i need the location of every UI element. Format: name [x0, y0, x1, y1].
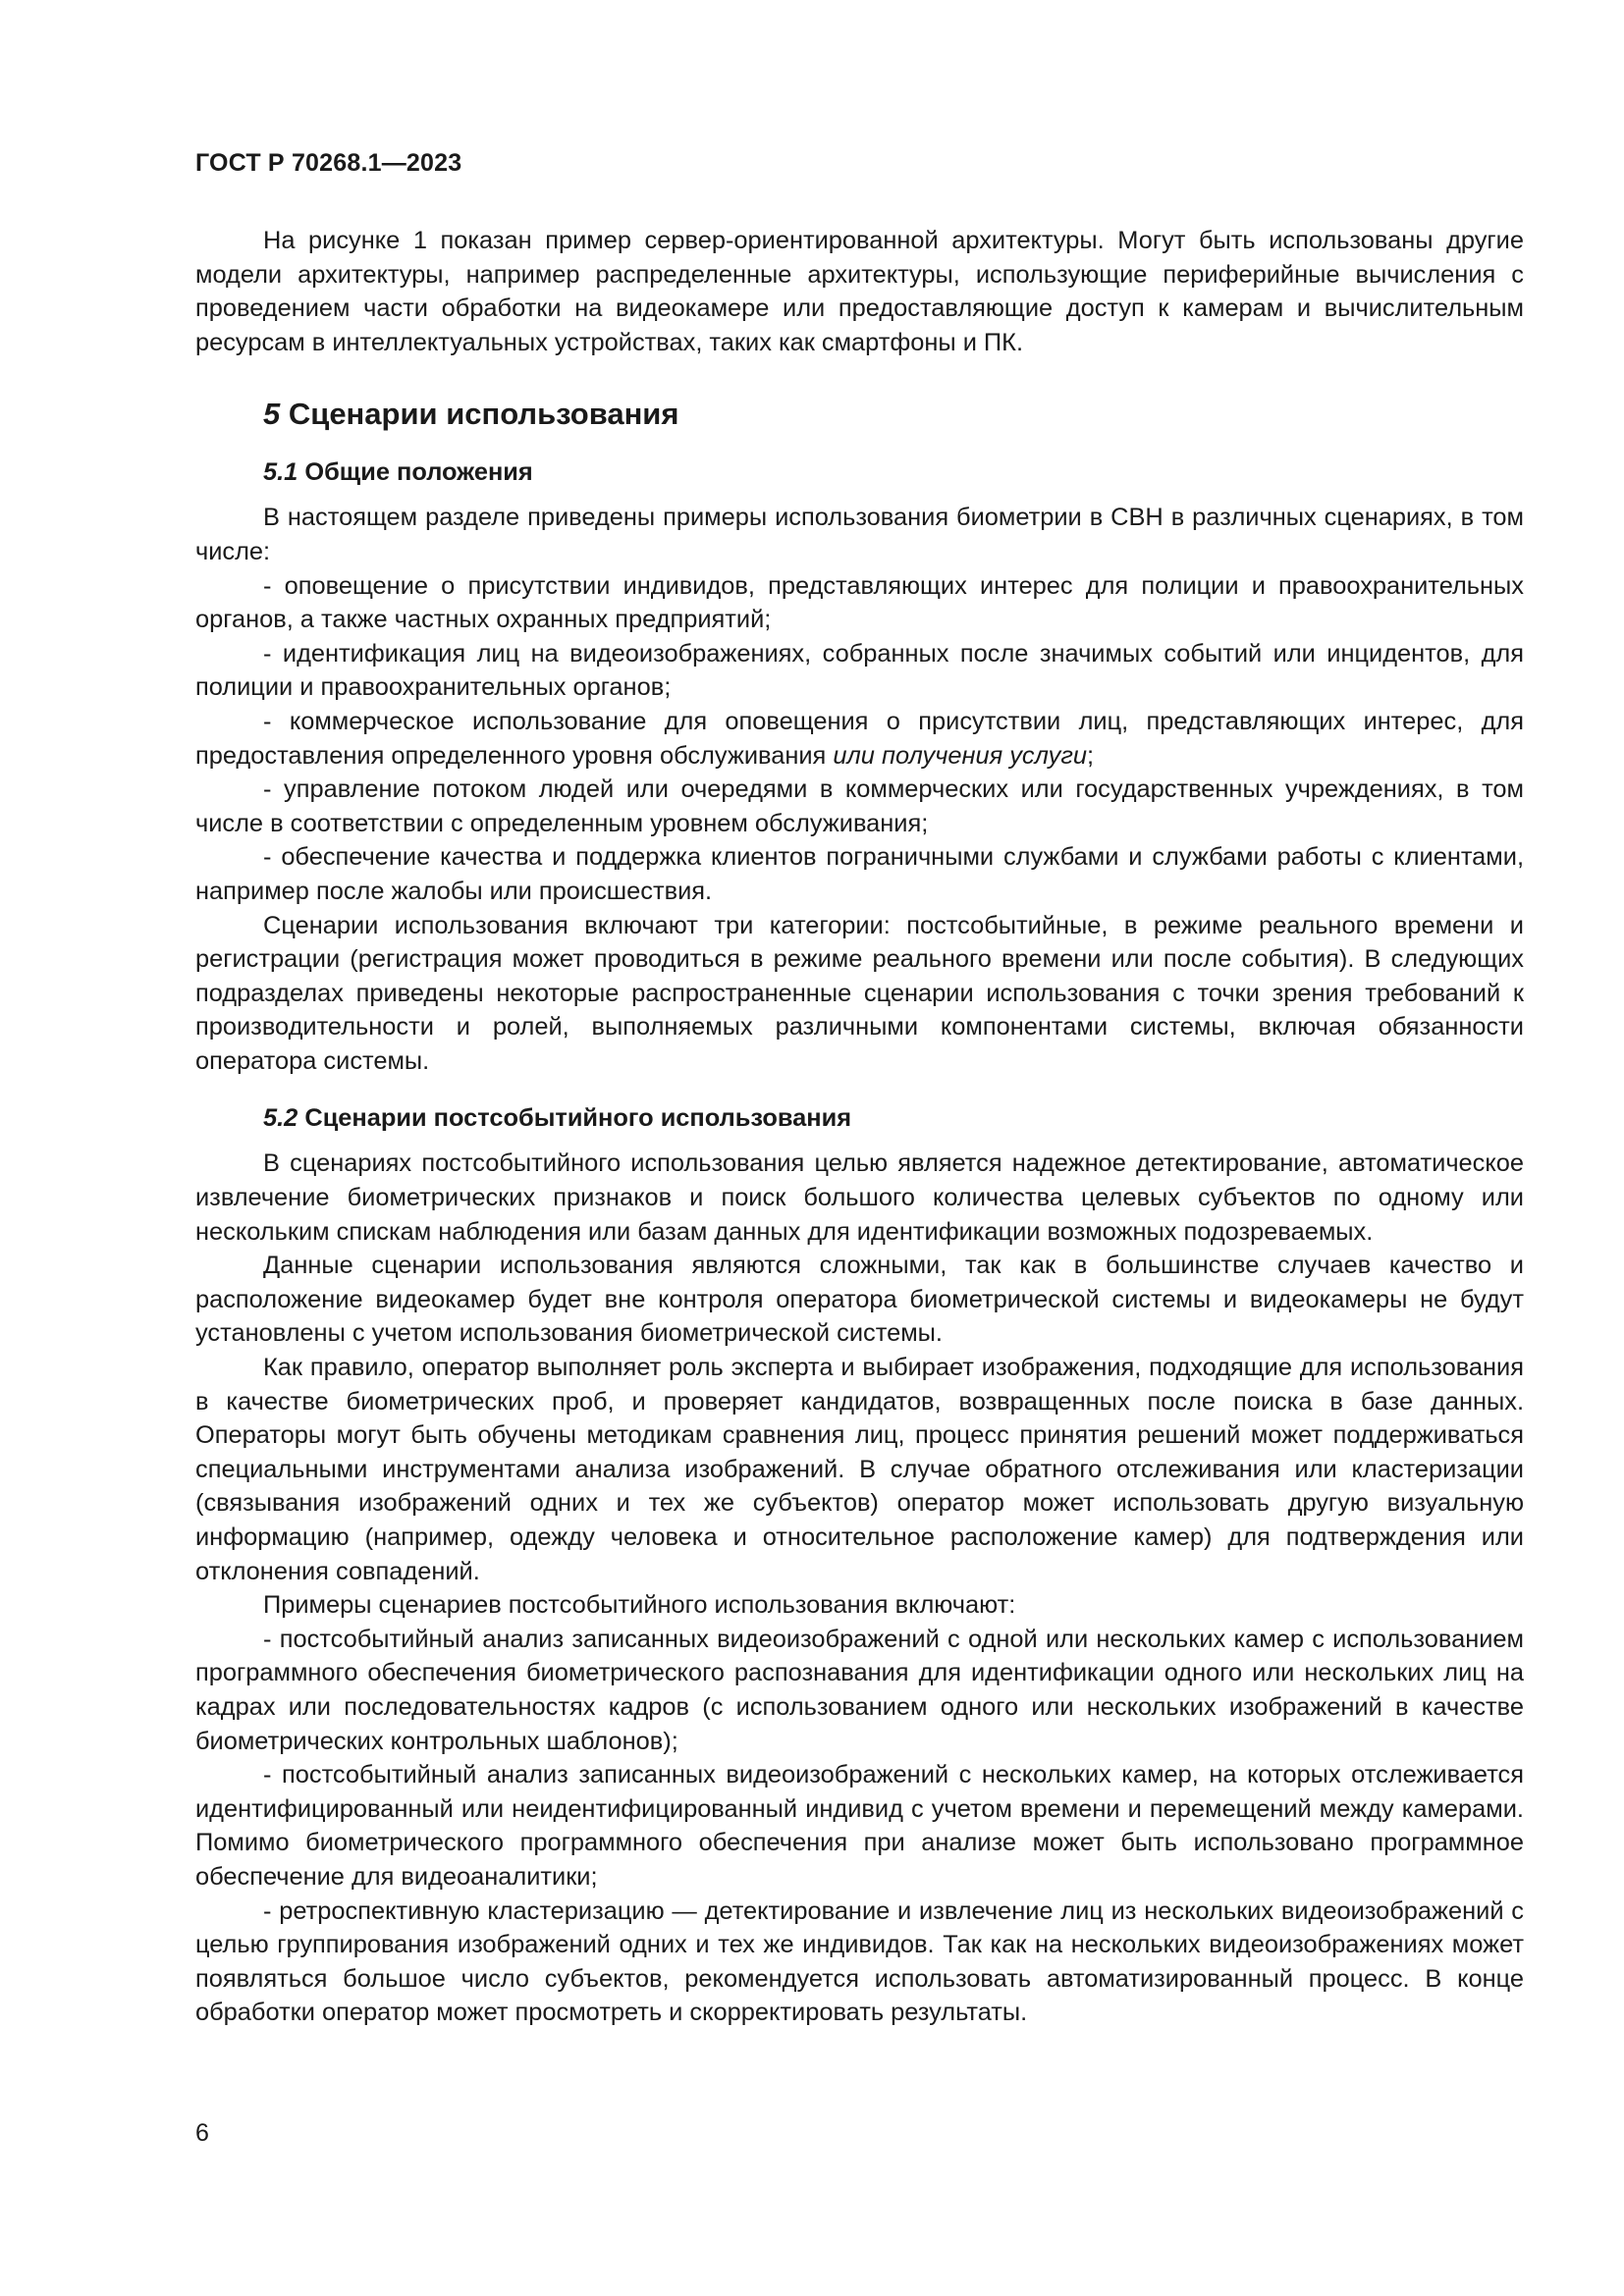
section-5-1-title: Общие положения	[304, 458, 533, 487]
document-header-id: ГОСТ Р 70268.1—2023	[195, 149, 462, 177]
list-item: - обеспечение качества и поддержка клиентов пограничными службами и службами работы с клиентами, например после жалобы или происшествия.	[195, 843, 1524, 905]
section-5-2-paragraph: Примеры сценариев постсобытийного использования включают:	[263, 1591, 1016, 1620]
list-item: - ретроспективную кластеризацию — детектирование и извлечение лиц из нескольких видеоизображений с целью группирования изображений одних и тех же индивидов. Так как на нескольких видеоизображениях может появляться большое число субъектов, рекомендуется использовать автоматизированный процесс. В конце обработки оператор может просмотреть и скорректировать результаты.	[195, 1896, 1524, 2027]
list-item: - постсобытийный анализ записанных видеоизображений с нескольких камер, на которых отслеживается идентифицированный или неидентифицированный индивид с учетом времени и перемещений между камерами. Помимо биометрического программного обеспечения при анализе может быть использовано программное обеспечение для видеоаналитики;	[195, 1761, 1524, 1891]
list-item: - постсобытийный анализ записанных видеоизображений с одной или нескольких камер с использованием программного обеспечения биометрического распознавания для идентификации одного или нескольких лиц на кадрах или последовательностях кадров (с использованием одного или нескольких изображений в качестве биометрических контрольных шаблонов);	[195, 1625, 1524, 1755]
section-5-2-title: Сценарии постсобытийного использования	[304, 1104, 852, 1133]
section-5-2-paragraph: Данные сценарии использования являются сложными, так как в большинстве случаев качество и расположение видеокамер будет вне контроля оператора биометрической системы и видеокамеры не будут установлены с учетом использования биометрической системы.	[195, 1252, 1524, 1348]
section-5-2-heading	[263, 1101, 1524, 1135]
section-5-heading	[263, 395, 1524, 434]
section-5-1-heading	[263, 455, 1524, 489]
list-item: - управление потоком людей или очередями в коммерческих или государственных учреждениях, в том числе в соответствии с определенным уровнем обслуживания;	[195, 775, 1524, 837]
page-number: 6	[195, 2119, 209, 2147]
list-item: - идентификация лиц на видеоизображениях, собранных после значимых событий или инцидентов, для полиции и правоохранительных органов;	[195, 639, 1524, 702]
list-item-italic-text: или получения услуги	[833, 741, 1087, 770]
list-item: - оповещение о присутствии индивидов, представляющих интерес для полиции и правоохранительных органов, а также частных охранных предприятий;	[195, 571, 1524, 634]
section-5-1-number: 5.1	[263, 458, 298, 487]
list-item-punct: ;	[1086, 741, 1095, 770]
section-5-1-lead: В настоящем разделе приведены примеры использования биометрии в СВН в различных сценариях, в том числе:	[195, 504, 1524, 565]
section-5-2-paragraph: В сценариях постсобытийного использования целью является надежное детектирование, автоматическое извлечение биометрических признаков и поиск большого количества целевых субъектов по одному или нескольким спискам наблюдения или базам данных для идентификации возможных подозреваемых.	[195, 1149, 1524, 1246]
intro-paragraph: На рисунке 1 показан пример сервер-ориентированной архитектуры. Могут быть использованы другие модели архитектуры, например распределенные архитектуры, использующие периферийные вычисления с проведением части обработки на видеокамере или предоставляющие доступ к камерам и вычислительным ресурсам в интеллектуальных устройствах, таких как смартфоны и ПК.	[195, 227, 1524, 356]
list-item-text: - коммерческое использование для оповещения о присутствии лиц, представляющих интерес, для предоставления определенного уровня обслуживания	[195, 707, 1524, 770]
section-5-number: 5	[263, 397, 281, 432]
section-5-2-paragraph: Как правило, оператор выполняет роль эксперта и выбирает изображения, подходящие для использования в качестве биометрических проб, и проверяет кандидатов, возвращенных после поиска в базе данных. Операторы могут быть обучены методикам сравнения лиц, процесс принятия решений может поддерживаться специальными инструментами анализа изображений. В случае обратного отслеживания или кластеризации (связывания изображений одних и тех же субъектов) оператор может использовать другую визуальную информацию (например, одежду человека и относительное расположение камер) для подтверждения или отклонения совпадений.	[195, 1354, 1524, 1585]
section-5-title: Сценарии использования	[288, 397, 679, 432]
list-item	[195, 705, 1524, 773]
document-body	[195, 224, 1524, 2030]
section-5-2-number: 5.2	[263, 1104, 298, 1133]
section-5-1-closing: Сценарии использования включают три категории: постсобытийные, в режиме реального времени и регистрации (регистрация может проводиться в режиме реального времени или после события). В следующих подразделах приведены некоторые распространенные сценарии использования с точки зрения требований к производительности и ролей, выполняемых различными компонентами системы, включая обязанности оператора системы.	[195, 911, 1524, 1075]
